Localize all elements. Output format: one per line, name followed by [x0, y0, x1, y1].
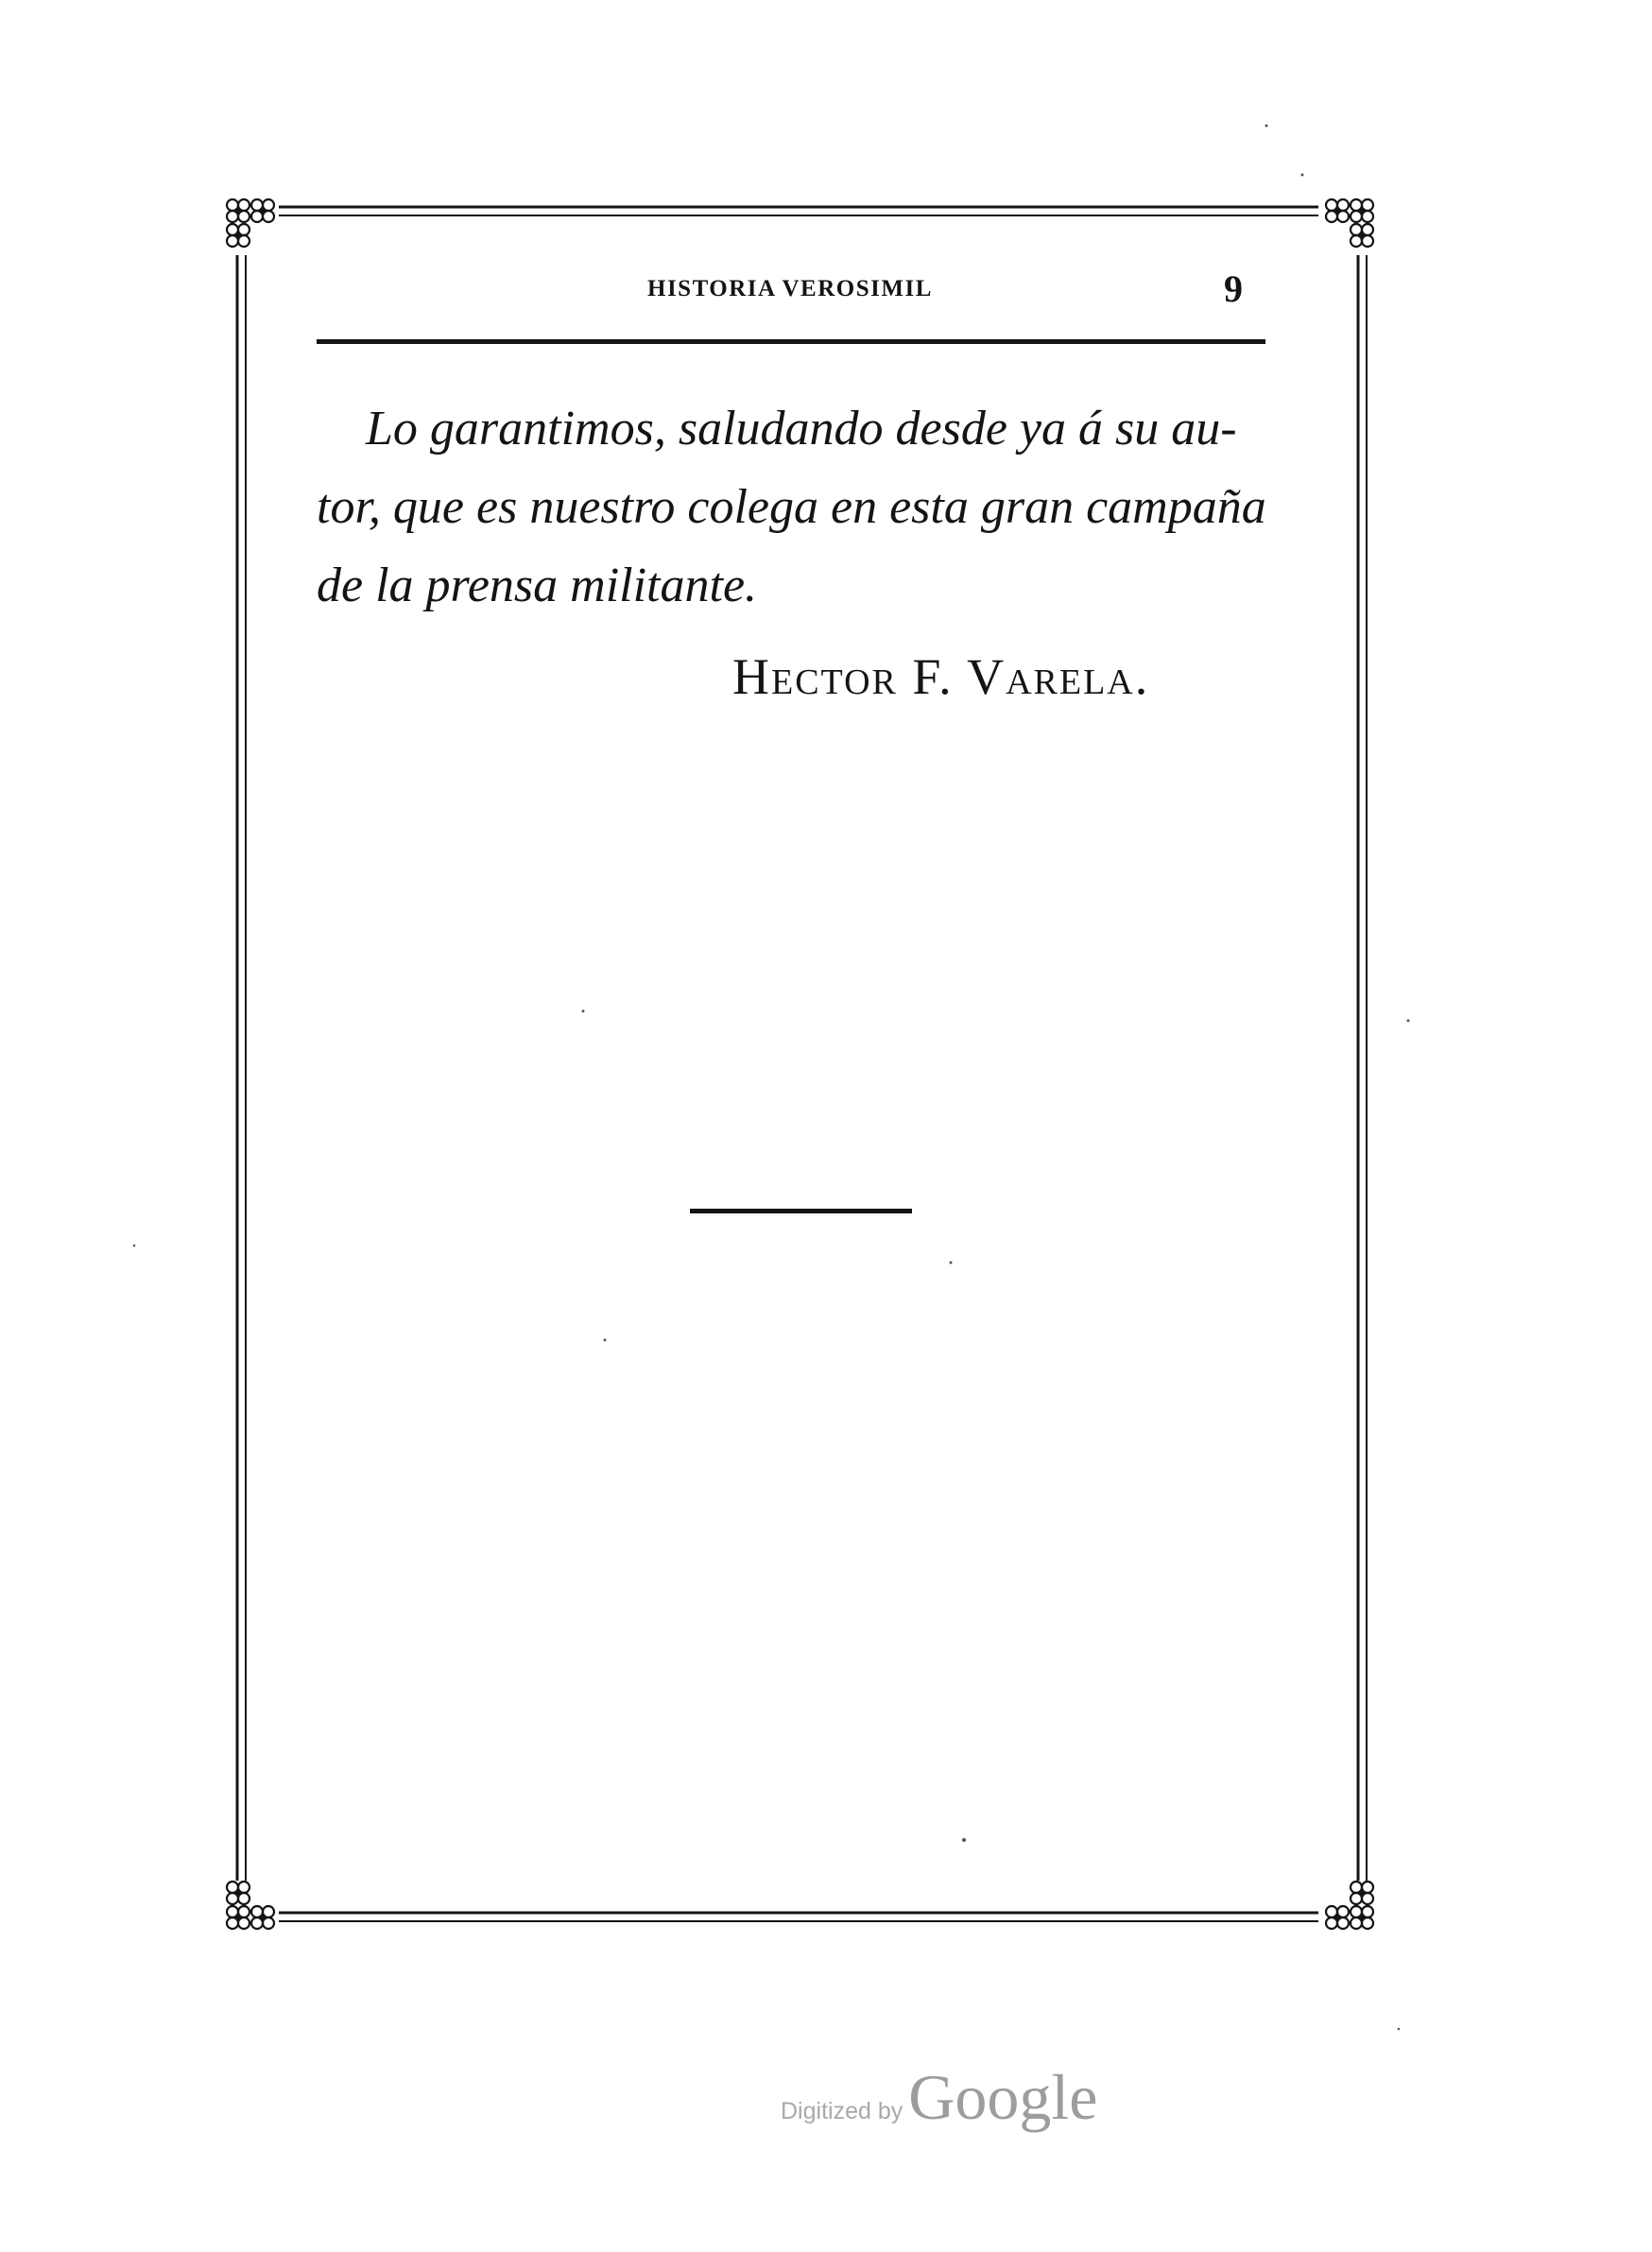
paragraph-line: Lo garantimos, saludando desde ya á su au-	[317, 402, 1237, 456]
page-number: 9	[1224, 267, 1243, 310]
google-logo: Google	[908, 2061, 1098, 2133]
corner-ornament-bottom-left-icon	[227, 1882, 274, 1929]
digitized-label: Digitized by	[781, 2098, 903, 2124]
paragraph-line: tor, que es nuestro colega en esta gran campaña	[317, 480, 1266, 534]
running-head	[317, 266, 1262, 323]
body-paragraph	[317, 389, 1290, 625]
header-rule	[317, 339, 1265, 344]
author-signature: Hector F. Varela.	[732, 648, 1150, 705]
digitized-by-google-watermark	[781, 2060, 1097, 2145]
section-end-rule	[690, 1209, 912, 1213]
running-title: HISTORIA VEROSIMIL	[647, 276, 933, 301]
corner-ornament-bottom-right-icon	[1326, 1882, 1373, 1929]
corner-ornament-top-left-icon	[227, 199, 274, 247]
corner-ornament-top-right-icon	[1326, 199, 1373, 247]
paragraph-line: de la prensa militante.	[317, 559, 758, 612]
